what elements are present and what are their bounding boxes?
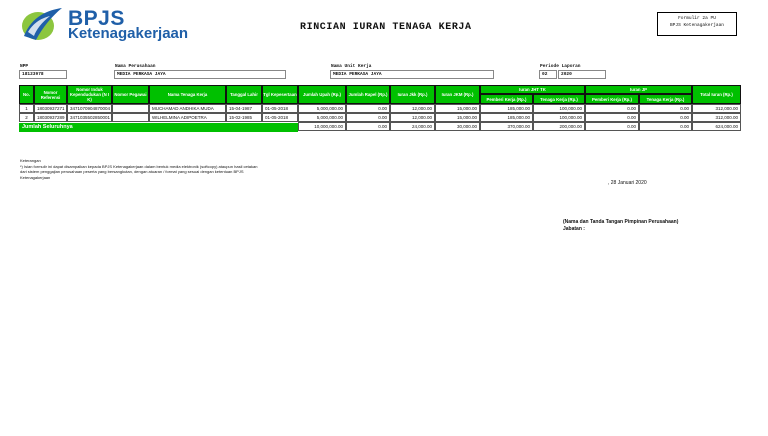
col-header-kepesertaan: Tgl Kepesertaan <box>262 85 298 104</box>
totals-total: 624,000.00 <box>692 122 741 131</box>
company-label: Nama Perusahaan <box>115 64 156 69</box>
logo-sub-text: Ketenagakerjaan <box>68 25 189 42</box>
row1-total: 312,000.00 <box>692 104 741 113</box>
notes-line3: Ketenagakerjaan <box>20 174 51 180</box>
col-header-pegawai: Nomor Pegawai <box>112 85 149 104</box>
totals-jkk: 24,000.00 <box>390 122 435 131</box>
totals-jp-pemberi: 0.00 <box>585 122 639 131</box>
row2-kepesertaan: 01-05-2018 <box>262 113 298 122</box>
row1-no: 1 <box>19 104 34 113</box>
row1-jkk: 12,000.00 <box>390 104 435 113</box>
row2-no: 2 <box>19 113 34 122</box>
unit-label: Nama Unit Kerja <box>331 64 372 69</box>
totals-jp-tenaga: 0.00 <box>639 122 692 131</box>
npp-label: NPP <box>20 64 29 69</box>
col-header-jp-tenaga: Tenaga Kerja (Rp.) <box>639 94 692 104</box>
col-header-nama: Nama Tenaga Kerja <box>149 85 226 104</box>
notes-line2: dari sistem penggajian perusahaan peserta yang bersangkutan, dengan atuaran / format yang sesuai dengan ketentuan BPJS <box>20 169 244 174</box>
totals-upah: 10,000,000.00 <box>298 122 346 131</box>
totals-jht-tenaga: 200,000.00 <box>533 122 585 131</box>
col-header-ref: Nomor Referensi <box>34 85 67 104</box>
row2-ref: 18030937289 <box>34 113 67 122</box>
npp-field: 18123978 <box>19 70 67 79</box>
row2-upah: 5,000,000.00 <box>298 113 346 122</box>
company-field: MEDIA PERKASA JAYA <box>114 70 286 79</box>
totals-jht-pemberi: 370,000.00 <box>480 122 533 131</box>
period-label: Periode Laporan <box>540 64 581 69</box>
row2-lahir: 15-02-1985 <box>226 113 262 122</box>
row2-jht-tenaga: 100,000.00 <box>533 113 585 122</box>
col-header-rapel: Jumlah Rapel (Rp.) <box>346 85 390 104</box>
bpjs-logo-icon <box>18 6 64 42</box>
row2-jkm: 15,000.00 <box>435 113 480 122</box>
row1-ref: 18030937271 <box>34 104 67 113</box>
row2-jkk: 12,000.00 <box>390 113 435 122</box>
col-header-jp: Iuran JP <box>585 85 692 94</box>
col-header-upah: Jumlah Upah (Rp.) <box>298 85 346 104</box>
totals-jkm: 30,000.00 <box>435 122 480 131</box>
row1-pegawai <box>112 104 149 113</box>
row2-total: 312,000.00 <box>692 113 741 122</box>
col-header-lahir: Tanggal Lahir <box>226 85 262 104</box>
col-header-jkk: Iuran Jkk (Rp.) <box>390 85 435 104</box>
row2-rapel: 0.00 <box>346 113 390 122</box>
form-code-box <box>657 12 737 36</box>
col-header-nik: Nomor Induk Kependudukan (N I K) <box>67 85 112 104</box>
col-header-jp-pemberi: Pemberi Kerja (Rp.) <box>585 94 639 104</box>
row1-nama: MUCHAMAD ANDHIKA MUDA <box>149 104 226 113</box>
row2-jp-tenaga: 0.00 <box>639 113 692 122</box>
totals-label: Jumlah Seluruhnya <box>19 123 298 132</box>
row1-jht-pemberi: 185,000.00 <box>480 104 533 113</box>
unit-field: MEDIA PERKASA JAYA <box>330 70 494 79</box>
form-code-line2: BPJS Ketenagakerjaan <box>669 23 724 28</box>
notes-block <box>20 158 310 180</box>
row1-jht-tenaga: 100,000.00 <box>533 104 585 113</box>
row1-rapel: 0.00 <box>346 104 390 113</box>
report-date: , 28 Januari 2020 <box>608 180 647 186</box>
row2-nama: WILHELMINA ADIPOETRA <box>149 113 226 122</box>
col-header-jht-tenaga: Tenaga Kerja (Rp.) <box>533 94 585 104</box>
totals-rapel: 0.00 <box>346 122 390 131</box>
period-year-field: 2020 <box>558 70 606 79</box>
page-title: RINCIAN IURAN TENAGA KERJA <box>300 22 472 33</box>
col-header-jht: Iuran JHT TK <box>480 85 585 94</box>
row1-nik: 3471070904870004 <box>67 104 112 113</box>
row1-jkm: 15,000.00 <box>435 104 480 113</box>
col-header-jht-pemberi: Pemberi Kerja (Rp.) <box>480 94 533 104</box>
row2-nik: 3471035502850001 <box>67 113 112 122</box>
period-month-field: 02 <box>539 70 557 79</box>
logo-brand-text: BPJS <box>68 7 125 30</box>
row1-lahir: 15-04-1987 <box>226 104 262 113</box>
notes-line1: *) Isian formulir ini dapat disampaikan kepada BPJS Ketenagakerjaan dalam bentuk media elektronik (softcopy) ataupun hasil cetakan <box>20 163 258 169</box>
notes-title: Keterangan <box>20 158 41 163</box>
col-header-jkm: Iuran JKM (Rp.) <box>435 85 480 104</box>
col-header-no: No. <box>19 85 34 104</box>
row1-jp-pemberi: 0.00 <box>585 104 639 113</box>
signature-block <box>563 219 678 233</box>
col-header-total: Total Iuran (Rp.) <box>692 85 741 104</box>
form-code-line1: Formulir 2a PU <box>678 16 716 21</box>
row2-pegawai <box>112 113 149 122</box>
signature-line2: Jabatan : <box>563 226 585 232</box>
row1-jp-tenaga: 0.00 <box>639 104 692 113</box>
signature-line1: (Nama dan Tanda Tangan Pimpinan Perusahaan) <box>563 219 679 225</box>
row1-upah: 5,000,000.00 <box>298 104 346 113</box>
row2-jp-pemberi: 0.00 <box>585 113 639 122</box>
row2-jht-pemberi: 185,000.00 <box>480 113 533 122</box>
row1-kepesertaan: 01-05-2018 <box>262 104 298 113</box>
